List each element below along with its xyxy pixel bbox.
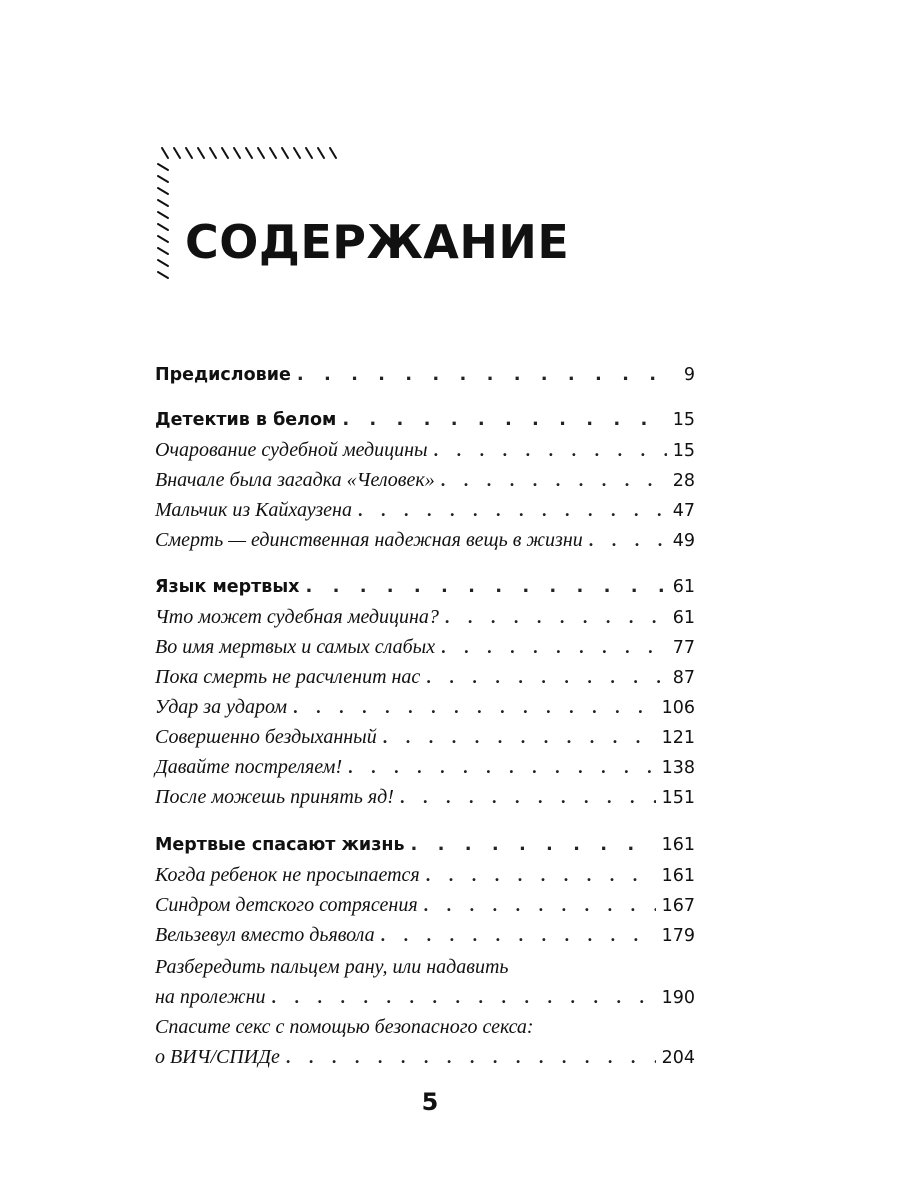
toc-entry-label: на пролежни [155, 986, 266, 1008]
toc-leader-dots [589, 525, 667, 555]
toc-entry-label: Мальчик из Кайхаузена [155, 499, 352, 521]
toc-page-number: 9 [683, 365, 695, 385]
toc-page-number: 28 [672, 471, 695, 491]
toc-page-number: 61 [672, 608, 695, 628]
toc-leader-dots [297, 360, 678, 390]
toc-page-number: 151 [661, 788, 695, 808]
toc-entry-label: Вельзевул вместо дьявола [155, 924, 375, 946]
toc-page-number: 15 [672, 441, 695, 461]
toc-leader-dots [358, 495, 667, 525]
toc-page-number: 61 [672, 577, 695, 597]
toc-leader-dots [293, 692, 656, 722]
toc-page-number: 15 [672, 410, 695, 430]
toc-leader-dots [272, 982, 656, 1012]
toc-leader-dots [381, 920, 656, 950]
toc-chapter[interactable] [155, 830, 695, 860]
toc-page-number: 179 [661, 926, 695, 946]
toc-entry-label: После можешь принять яд! [155, 786, 394, 808]
toc-page-number: 47 [672, 501, 695, 521]
toc-chapter[interactable] [155, 572, 695, 602]
toc-page-number: 121 [661, 728, 695, 748]
toc-entry-label: Мертвые спасают жизнь [155, 835, 405, 855]
toc-leader-dots [305, 572, 666, 602]
toc-leader-dots [424, 890, 656, 920]
toc-section[interactable] [155, 692, 695, 722]
toc-section[interactable] [155, 752, 695, 782]
toc-entry-label: Вначале была загадка «Человек» [155, 469, 435, 491]
toc-entry-label: Очарование судебной медицины [155, 439, 428, 461]
toc-page-number: 49 [672, 531, 695, 551]
toc-entry-label: Когда ребенок не просыпается [155, 864, 420, 886]
toc-section[interactable] [155, 662, 695, 692]
toc-leader-dots [286, 1042, 656, 1072]
toc-page-number: 161 [661, 866, 695, 886]
toc-leader-dots [441, 465, 667, 495]
toc-leader-dots [411, 830, 656, 860]
toc-section[interactable] [155, 435, 695, 465]
toc-entry-label: о ВИЧ/СПИДе [155, 1046, 280, 1068]
toc-page-number: 77 [672, 638, 695, 658]
toc-leader-dots [342, 405, 666, 435]
page-title: СОДЕРЖАНИЕ [185, 215, 570, 269]
toc-page-number: 167 [661, 896, 695, 916]
toc-page-number: 87 [672, 668, 695, 688]
toc-entry-label: Пока смерть не расчленит нас [155, 666, 421, 688]
toc-entry-label: Удар за ударом [155, 696, 288, 718]
toc-page-number: 106 [661, 698, 695, 718]
toc-leader-dots [441, 632, 667, 662]
toc-page-number: 161 [661, 835, 695, 855]
toc-chapter[interactable] [155, 405, 695, 435]
toc-section[interactable] [155, 860, 695, 890]
toc-entry-label: Давайте постреляем! [155, 756, 343, 778]
toc-section[interactable] [155, 920, 695, 950]
toc-section[interactable] [155, 602, 695, 632]
toc-section[interactable] [155, 890, 695, 920]
toc-page-number: 138 [661, 758, 695, 778]
toc-section[interactable] [155, 465, 695, 495]
toc-section-line[interactable]: Спасите секс с помощью безопасного секса: [155, 1016, 534, 1038]
toc-section[interactable] [155, 722, 695, 752]
toc-section[interactable] [155, 632, 695, 662]
toc-section[interactable] [155, 495, 695, 525]
toc-leader-dots [426, 860, 656, 890]
toc-leader-dots [434, 435, 667, 465]
toc-page-number: 204 [661, 1048, 695, 1068]
toc-entry-label: Совершенно бездыханный [155, 726, 377, 748]
toc-entry-label: Язык мертвых [155, 577, 300, 597]
toc-leader-dots [383, 722, 656, 752]
toc-entry-label: Что может судебная медицина? [155, 606, 439, 628]
toc-page-number: 190 [661, 988, 695, 1008]
toc-entry-label: Во имя мертвых и самых слабых [155, 636, 436, 658]
toc-section-line[interactable]: Разбередить пальцем рану, или надавить [155, 956, 509, 978]
toc-leader-dots [426, 662, 666, 692]
page-number: 5 [421, 1088, 439, 1116]
toc-entry-label: Предисловие [155, 365, 291, 385]
toc-leader-dots [348, 752, 655, 782]
toc-leader-dots [445, 602, 667, 632]
toc-chapter[interactable] [155, 360, 695, 390]
toc-section[interactable] [155, 525, 695, 555]
toc-section[interactable] [155, 982, 695, 1012]
toc-section[interactable] [155, 782, 695, 812]
toc-section[interactable] [155, 1042, 695, 1072]
toc-entry-label: Смерть — единственная надежная вещь в жизни [155, 529, 583, 551]
toc-entry-label: Синдром детского сотрясения [155, 894, 418, 916]
toc-entry-label: Детектив в белом [155, 410, 337, 430]
toc-leader-dots [400, 782, 656, 812]
